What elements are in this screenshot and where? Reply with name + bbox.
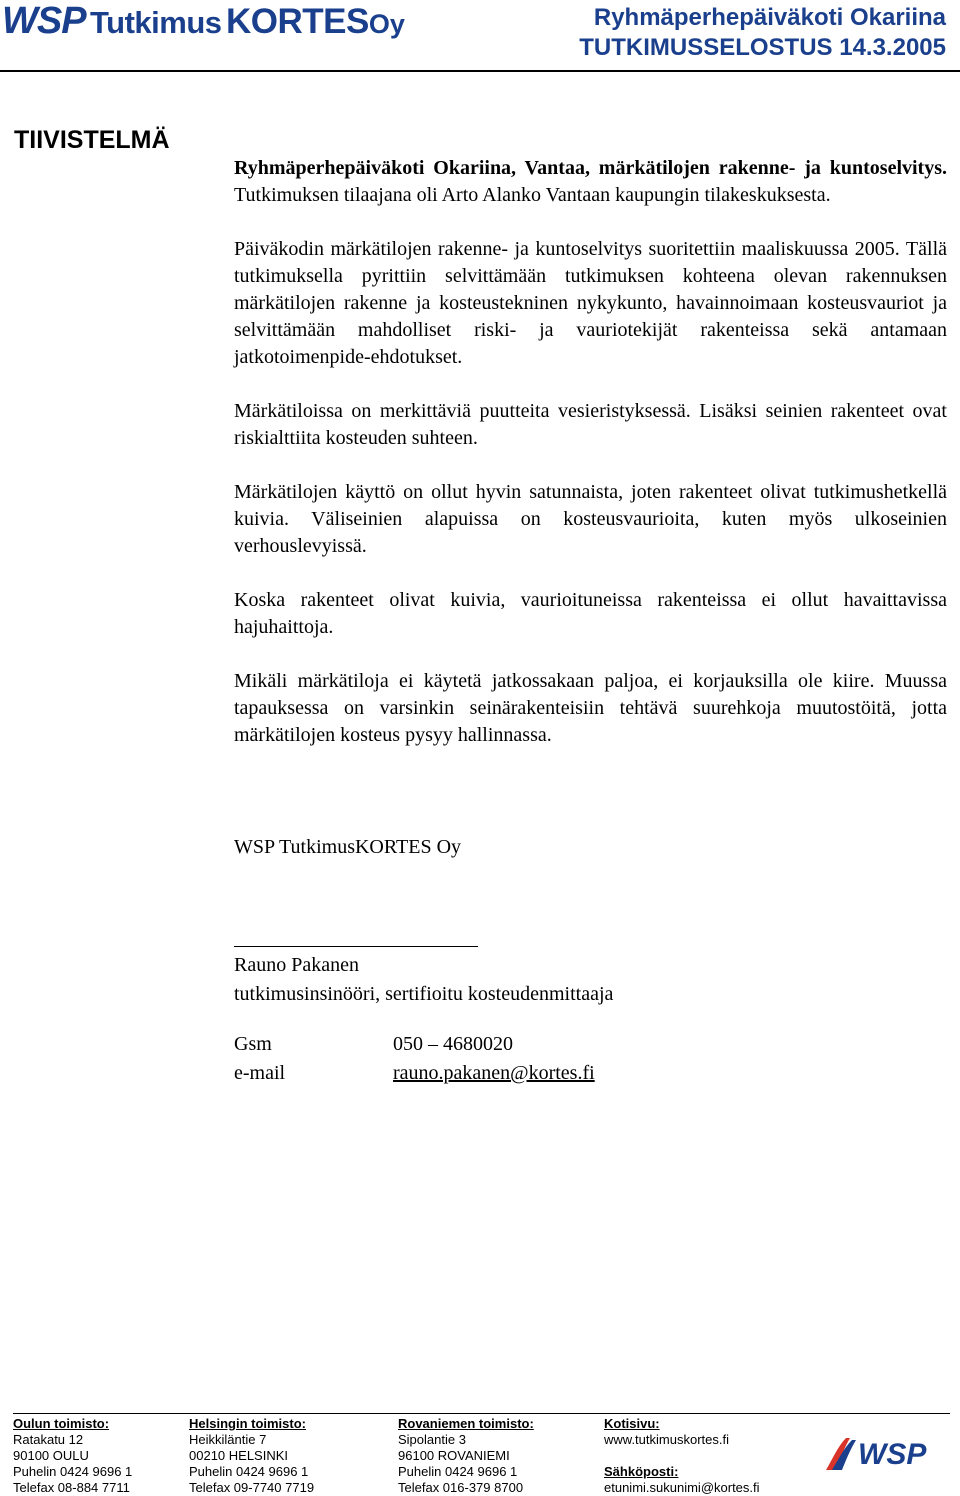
web-link[interactable]: www.tutkimuskortes.fi — [604, 1432, 729, 1447]
paragraph: Päiväkodin märkätilojen rakenne- ja kuntoselvitys suoritettiin maaliskuussa 2005. Tällä tutkimuksella pyrittiin selvittämään tutkimuksen kohteena olevan rakennuksen märkätilojen rakenne ja kosteustekninen nykykunto, havainnoimaan kosteusvauriot ja selvittämään mahdolliset riski- ja vauriotekijät rakenteissa sekä antamaan jatkotoimenpide-ehdotukset. — [234, 238, 947, 368]
office-line: Telefax 016-379 8700 — [398, 1480, 524, 1495]
footer-office-helsinki — [189, 1416, 314, 1496]
logo-wsp: WSP — [2, 0, 86, 42]
wsp-footer-logo — [822, 1430, 934, 1475]
office-line: Telefax 08-884 7711 — [13, 1480, 130, 1495]
office-line: Puhelin 0424 9696 1 — [13, 1464, 133, 1479]
office-line: Sipolantie 3 — [398, 1432, 466, 1447]
office-line: Telefax 09-7740 7719 — [189, 1480, 315, 1495]
header-report-date: TUTKIMUSSELOSTUS 14.3.2005 — [579, 34, 946, 61]
office-line: 00210 HELSINKI — [189, 1448, 289, 1463]
header-title: Ryhmäperhepäiväkoti Okariina — [593, 4, 946, 31]
email-row — [234, 1059, 595, 1088]
gsm-value: 050 – 4680020 — [393, 1033, 513, 1055]
email-heading: Sähköposti: — [604, 1464, 679, 1479]
contact-block — [234, 1030, 595, 1088]
office-line: Ratakatu 12 — [13, 1432, 84, 1447]
gsm-label: Gsm — [234, 1033, 272, 1055]
signer-block — [234, 951, 613, 1009]
signer-role: tutkimusinsinööri, sertifioitu kosteudenmittaaja — [234, 983, 614, 1005]
intro-rest: Tutkimuksen tilaajana oli Arto Alanko Vantaan kaupungin tilakeskuksesta. — [234, 184, 831, 206]
intro-bold: Ryhmäperhepäiväkoti Okariina, Vantaa, märkätilojen rakenne- ja kuntoselvitys. — [234, 157, 947, 179]
company-name: WSP TutkimusKORTES Oy — [234, 836, 462, 858]
footer-email: etunimi.sukunimi@kortes.fi — [604, 1480, 760, 1495]
signer-name: Rauno Pakanen — [234, 954, 359, 976]
footer-divider — [13, 1413, 950, 1414]
web-heading: Kotisivu: — [604, 1416, 660, 1431]
paragraph: Mikäli märkätiloja ei käytetä jatkossakaan paljoa, ei korjauksilla ole kiire. Muussa tapauksessa on varsinkin seinärakenteisiin tehtävä suurehkoja muutostöitä, jotta märkätilojen kosteus pysyy hallinnassa. — [234, 670, 947, 746]
company-logo — [2, 0, 405, 40]
paragraph: Märkätiloissa on merkittäviä puutteita vesieristyksessä. Lisäksi seinien rakenteet ovat riskialttiita kosteuden suhteen. — [234, 400, 947, 449]
signature-line — [234, 946, 478, 947]
logo-text: WSP — [858, 1438, 927, 1471]
email-link[interactable]: rauno.pakanen@kortes.fi — [393, 1062, 595, 1084]
office-heading: Rovaniemen toimisto: — [398, 1416, 534, 1431]
logo-tutkimus: Tutkimus — [90, 5, 222, 40]
intro-paragraph — [234, 155, 947, 209]
gsm-row — [234, 1030, 595, 1059]
office-heading: Oulun toimisto: — [13, 1416, 110, 1431]
office-heading: Helsingin toimisto: — [189, 1416, 306, 1431]
logo-kortes: KORTES — [225, 2, 369, 41]
office-line: 90100 OULU — [13, 1448, 89, 1463]
document-header — [579, 3, 946, 63]
office-line: Heikkiläntie 7 — [189, 1432, 267, 1447]
office-line: Puhelin 0424 9696 1 — [189, 1464, 309, 1479]
footer-office-rovaniemi — [398, 1416, 534, 1496]
summary-body — [234, 155, 947, 776]
email-label: e-mail — [234, 1062, 286, 1084]
spacer — [604, 1448, 760, 1464]
paragraph: Märkätilojen käyttö on ollut hyvin satunnaista, joten rakenteet olivat tutkimushetkellä kuivia. Väliseinien alapuissa on kosteusvaurioita, kuten myös ulkoseinien verhouslevyissä. — [234, 481, 947, 557]
section-title: TIIVISTELMÄ — [14, 126, 170, 154]
footer-web — [604, 1416, 760, 1496]
office-line: Puhelin 0424 9696 1 — [398, 1464, 518, 1479]
paragraph: Koska rakenteet olivat kuivia, vaurioituneissa rakenteissa ei ollut havaittavissa hajuhaittoja. — [234, 589, 947, 638]
footer-office-oulu — [13, 1416, 132, 1496]
logo-oy: Oy — [368, 9, 405, 39]
header-divider — [0, 70, 960, 72]
office-line: 96100 ROVANIEMI — [398, 1448, 510, 1463]
